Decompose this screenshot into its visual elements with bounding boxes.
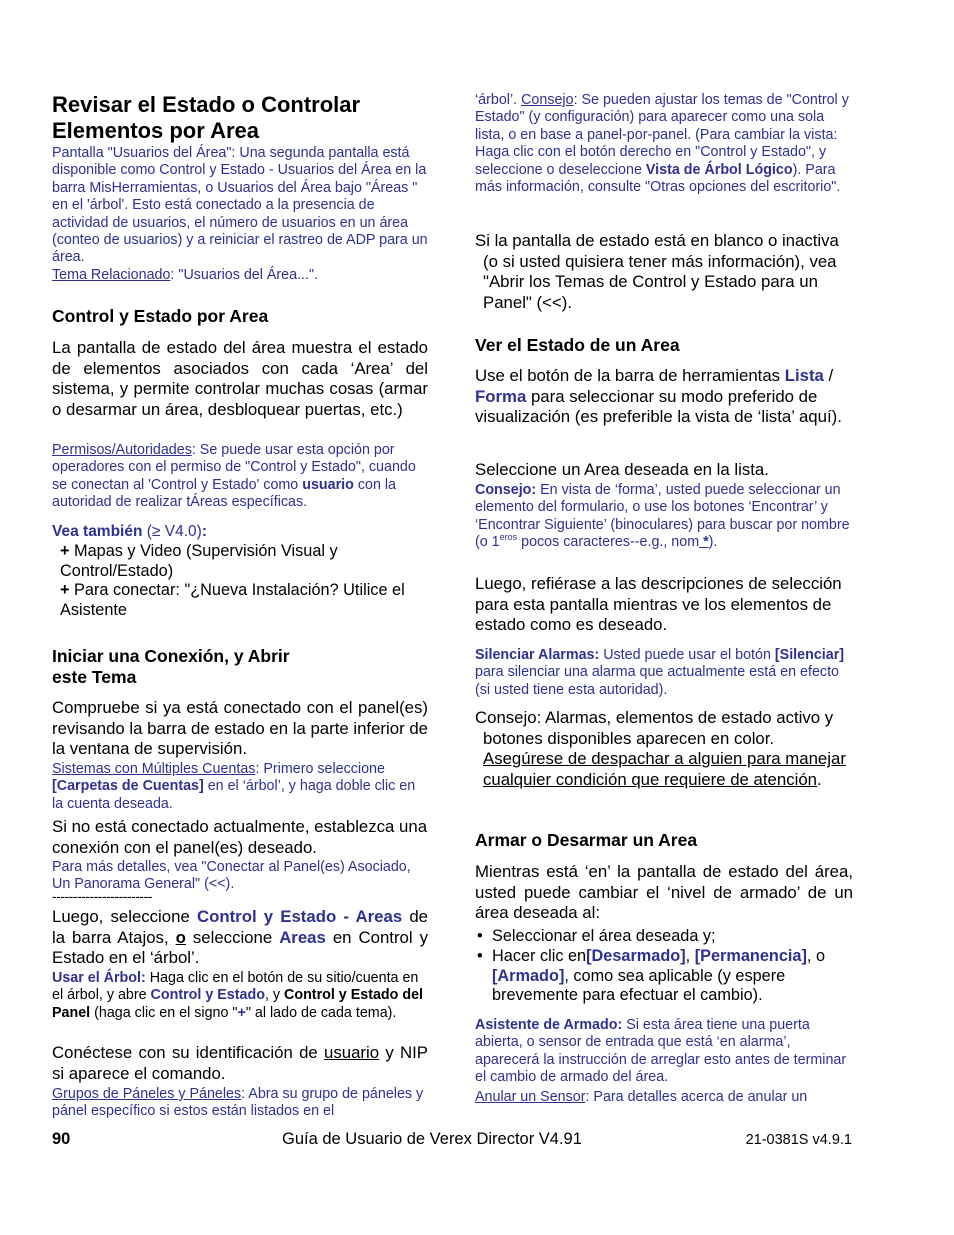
conectese-paragraph: Conéctese con su identificación de usuario y NIP si aparece el comando.: [52, 1043, 428, 1083]
heading-armar: Armar o Desarmar un Area: [475, 830, 698, 850]
seleccione-area-paragraph: Seleccione un Area deseada en la lista.: [475, 460, 769, 479]
anular-sensor-link[interactable]: Anular un Sensor: [475, 1089, 586, 1105]
armado-steps-list: [475, 927, 853, 1006]
use-boton-paragraph: Use el botón de la barra de herramientas Lista / Forma para seleccionar su modo preferido de visualización (es preferible la vista de ‘lista’ aquí).: [475, 366, 842, 427]
usar-arbol-note: Usar el Árbol: Haga clic en el botón de su sitio/cuenta en el árbol, y abre Control y Estado, y Control y Estado del Panel (haga clic en el signo "+" al lado de cada tema).: [52, 970, 424, 1021]
permisos-note: Permisos/Autoridades: Se puede usar esta opción por operadores con el permiso de "Control y Estado", cuando se conectan al 'Control y Estado' como usuario con la autoridad de realizar tÁreas específicas.: [52, 442, 416, 511]
see-also-list: [60, 542, 428, 620]
list-item: • Hacer clic en[Desarmado], [Permanencia], o [Armado], como sea aplicable (y espere brevemente para efectuar el cambio).: [477, 946, 826, 1005]
detalles-note: Para más detalles, vea "Conectar al Panel(es) Asociado, Un Panorama General" (<<).: [52, 859, 411, 893]
asistente-armado-note: Asistente de Armado: Si esta área tiene una puerta abierta, o sensor de entrada que está ‘en alarma’, aparecerá la instrucción de arreglar esto antes de terminar el cambio de armado del área.: [475, 1017, 847, 1086]
heading-control-estado: Control y Estado por Area: [52, 306, 269, 326]
page-number: 90: [52, 1130, 71, 1148]
consejo-vista-note: ‘árbol’. Consejo: Se pueden ajustar los temas de "Control y Estado" (y configuración) para aparecer como una sola lista, o en base a panel-por-panel. (Para cambiar la vista: Haga clic con el botón derecho en "Control y Estado", y seleccione o deseleccione Vista de Árbol Lógico). Para más información, consulte "Otras opciones del escritorio".: [475, 92, 849, 196]
bullet-icon: •: [477, 927, 483, 945]
control-paragraph: La pantalla de estado del área muestra el estado de elementos asociados con cada ‘Area’ del sistema, y permite controlar muchas cosas (armar o desarmar un área, desbloquear puertas, etc.): [52, 338, 428, 419]
grupos-paneles-link[interactable]: Grupos de Páneles y Páneles: [52, 1086, 242, 1102]
bullet-icon: •: [477, 946, 483, 965]
compruebe-paragraph: Compruebe si ya está conectado con el panel(es) revisando la barra de estado en la parte inferior de la ventana de supervisión.: [52, 698, 428, 759]
see-also-heading: Vea también (≥ V4.0):: [52, 523, 207, 540]
multiples-cuentas-link[interactable]: Sistemas con Múltiples Cuentas: [52, 761, 256, 777]
silenciar-note: Silenciar Alarmas: Usted puede usar el botón [Silenciar] para silenciar una alarma que actualmente está en efecto (si usted tiene esta autoridad).: [475, 647, 845, 698]
page-title: Revisar el Estado o Controlar Elementos por Area: [52, 92, 361, 143]
mientras-paragraph: Mientras está ‘en’ la pantalla de estado del área, usted puede cambiar el ‘nivel de armado’ de un área deseada al:: [475, 862, 853, 923]
see-also-item-conectar[interactable]: + Para conectar: "¿Nueva Instalación? Utilice el Asistente: [60, 581, 405, 619]
permisos-link[interactable]: Permisos/Autoridades: [52, 442, 192, 458]
anular-sensor-note: Anular un Sensor: Para detalles acerca de anular un: [475, 1089, 808, 1105]
page-footer: [52, 1130, 852, 1152]
heading-iniciar: Iniciar una Conexión, y Abrir este Tema: [52, 646, 290, 687]
consejo-alarmas-paragraph: Consejo: Alarmas, elementos de estado activo y botones disponibles aparecen en color. Asegúrese de despachar a alguien para manejar cualquier condición que requiere de atención.: [475, 708, 846, 789]
luego-refierase-paragraph: Luego, refiérase a las descripciones de selección para esta pantalla mientras ve los elementos de estado como es deseado.: [475, 574, 842, 635]
consejo-forma-note: Consejo: En vista de ‘forma’, usted puede seleccionar un elemento del formulario, o use los botones ‘Encontrar’ y ‘Encontrar Siguiente’ (binoculares) para buscar por nombre (o $1^{eros}$ pocos caracteres--e.g., nom *).: [475, 482, 850, 551]
luego-seleccione-paragraph: Luego, seleccione Control y Estado - Areas de la barra Atajos, o seleccione Areas en Control y Estado en el ‘árbol’.: [52, 907, 428, 968]
dashed-divider: ------------------------: [52, 888, 152, 904]
forma-label: Forma: [475, 386, 527, 406]
pantalla-blanco-paragraph: Si la pantalla de estado está en blanco o inactiva (o si usted quisiera tener más información), vea "Abrir los Temas de Control y Estado para un Panel" (<<).: [475, 231, 839, 312]
footer-title: Guía de Usuario de Verex Director V4.91: [282, 1130, 582, 1148]
multiples-cuentas-note: Sistemas con Múltiples Cuentas: Primero seleccione [Carpetas de Cuentas] en el ‘árbol’, y haga doble clic en la cuenta deseada.: [52, 761, 416, 812]
see-also-item-mapas[interactable]: + Mapas y Video (Supervisión Visual y Control/Estado): [60, 542, 338, 580]
lista-label: Lista: [784, 366, 824, 385]
heading-ver-estado: Ver el Estado de un Area: [475, 335, 680, 355]
usuarios-area-note: Pantalla "Usuarios del Área": Una segunda pantalla está disponible como Control y Estado - Usuarios del Área en la barra MisHerramientas, o Usuarios del Área bajo "Áreas " en el 'árbol'. Esto está conectado a la presencia de actividad de usuarios, el número de usuarios en un área (conteo de usuarios) y a reiniciar el rastreo de ADP para un área. Tema Relacionado: "Usuarios del Área...".: [52, 145, 428, 283]
no-conectado-paragraph: Si no está conectado actualmente, establezca una conexión con el panel(es) deseado.: [52, 817, 428, 857]
consejo-link[interactable]: Consejo: [521, 92, 574, 108]
list-item: • Seleccionar el área deseada y;: [477, 927, 716, 945]
document-number: 21-0381S v4.9.1: [745, 1132, 852, 1148]
related-topic-link[interactable]: Tema Relacionado: [52, 266, 171, 283]
grupos-paneles-note: Grupos de Páneles y Páneles: Abra su grupo de páneles y pánel específico si estos están listados en el: [52, 1086, 424, 1120]
